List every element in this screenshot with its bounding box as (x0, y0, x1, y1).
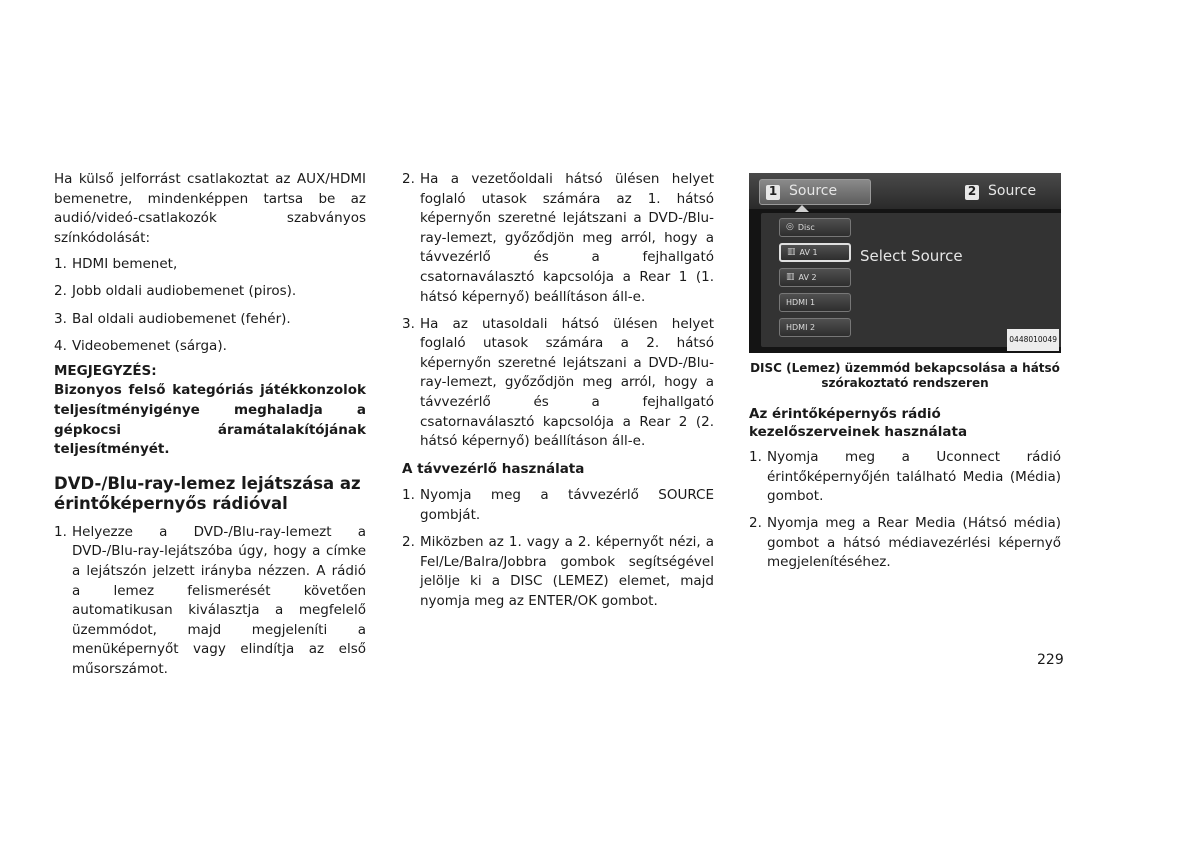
list-number: 1. (54, 523, 67, 540)
list-number: 1. (54, 256, 67, 273)
list-text: Bal oldali audiobemenet (fehér). (72, 310, 291, 327)
list-text: Nyomja meg a Rear Media (Hátsó média) gombot a hátsó médiavezérlési képernyő megjelenítéséhez. (767, 515, 1061, 571)
section-heading: Az érintőképernyős rádió kezelőszerveinek használata (749, 406, 968, 440)
list-item (54, 255, 366, 275)
list-number: 2. (749, 515, 762, 532)
tab-pointer (795, 205, 809, 212)
list-item (402, 315, 714, 452)
list-item (749, 514, 1061, 573)
section-heading: DVD-/Blu-ray-lemez lejátszása az érintőképernyős rádióval (54, 473, 361, 513)
image-code: 0448010049 (1007, 329, 1059, 351)
list-item (402, 533, 714, 611)
av-icon: ▥ (787, 246, 796, 257)
source-tab-2 (959, 179, 1053, 205)
list-number: 1. (402, 487, 415, 504)
list-text: HDMI bemenet, (72, 256, 178, 273)
list-number: 1. (749, 449, 762, 465)
source-panel (761, 213, 1061, 347)
list-number: 3. (402, 315, 415, 332)
list-text: Helyezze a DVD-/Blu-ray-lemezt a DVD-/Blu-ray-lejátszóba úgy, hogy a címke a lejátszón jelzett irányba nézzen. A rádió a lemez felismerését követően automatikusan kiválasztja a megfelelő üzemmódot, majd megjeleníti a menüképernyőt vagy elindítja az első műsorszámot. (72, 523, 366, 677)
remote-heading: A távvezérlő használata (402, 460, 585, 477)
list-item (54, 282, 366, 302)
rear-screen-photo (749, 173, 1061, 353)
screen-number-badge: 1 (766, 185, 780, 200)
list-item (402, 170, 714, 307)
figure-caption: DISC (Lemez) üzemmód bekapcsolása a hátsó szórakoztató rendszeren (750, 361, 1060, 390)
list-text: Nyomja meg a Uconnect rádió érintőképernyőjén található Media (Média) gombot. (767, 449, 1061, 505)
source-tab-1 (759, 179, 871, 205)
tab-label: Source (988, 183, 1037, 200)
list-text: Ha a vezetőoldali hátsó ülésen helyet foglaló utasok számára az 1. hátsó képernyőn szeretné lejátszani a DVD-/Blu-ray-lemezt, győződjön meg arról, hogy a távvezérlő és a fejhallgató csatornaválasztó kapcsolója a Rear 1 (1. hátsó képernyő) beállításon áll-e. (420, 171, 714, 305)
list-number: 2. (402, 534, 415, 551)
source-item-disc: ◎ Disc (779, 218, 851, 237)
screen-header (749, 173, 1061, 209)
select-source-label: Select Source (860, 247, 963, 265)
av-icon: ▥ (786, 271, 795, 282)
left-column (54, 170, 366, 687)
list-number: 4. (54, 337, 67, 354)
list-item (54, 310, 366, 330)
list-text: Nyomja meg a távvezérlő SOURCE gombját. (420, 487, 714, 523)
list-item (54, 337, 366, 357)
list-text: Jobb oldali audiobemenet (piros). (72, 283, 297, 300)
source-item-hdmi2: HDMI 2 (779, 318, 851, 337)
source-item-hdmi1: HDMI 1 (779, 293, 851, 312)
disc-icon: ◎ (786, 221, 794, 232)
screen-number-badge: 2 (965, 185, 979, 200)
intro-paragraph: Ha külső jelforrást csatlakoztat az AUX/HDMI bemenetre, mindenképpen tartsa be az audió/videó-csatlakozók szabványos színkódolását: (54, 171, 366, 246)
list-text: Videobemenet (sárga). (72, 337, 227, 354)
note-title: MEGJEGYZÉS: (54, 362, 157, 379)
list-item (402, 486, 714, 525)
page-number: 229 (1037, 652, 1064, 668)
list-number: 2. (54, 283, 67, 300)
list-text: Ha az utasoldali hátsó ülésen helyet foglaló utasok számára a 2. hátsó képernyőn szeretné lejátszani a DVD-/Blu-ray-lemezt, győződjön meg arról, hogy a távvezérlő és a fejhallgató csatornaválasztó kapcsolója a Rear 2 (2. hátsó képernyő) beállításon áll-e. (420, 315, 714, 450)
note-body: Bizonyos felső kategóriás játékkonzolok teljesítményigénye meghaladja a gépkocsi áramátalakítójának teljesítményét. (54, 382, 366, 458)
source-item-av1: ▥ AV 1 (779, 243, 851, 262)
middle-column (402, 170, 714, 619)
source-item-av2: ▥ AV 2 (779, 268, 851, 287)
list-text: Miközben az 1. vagy a 2. képernyőt nézi, a Fel/Le/Balra/Jobbra gombok segítségével jelölje ki a DISC (LEMEZ) elemet, majd nyomja meg az ENTER/OK gombot. (420, 534, 714, 609)
list-number: 3. (54, 310, 67, 327)
list-item (54, 523, 366, 680)
list-item (749, 448, 1061, 507)
tab-label: Source (789, 183, 838, 200)
list-number: 2. (402, 171, 415, 187)
right-column (749, 173, 1061, 581)
